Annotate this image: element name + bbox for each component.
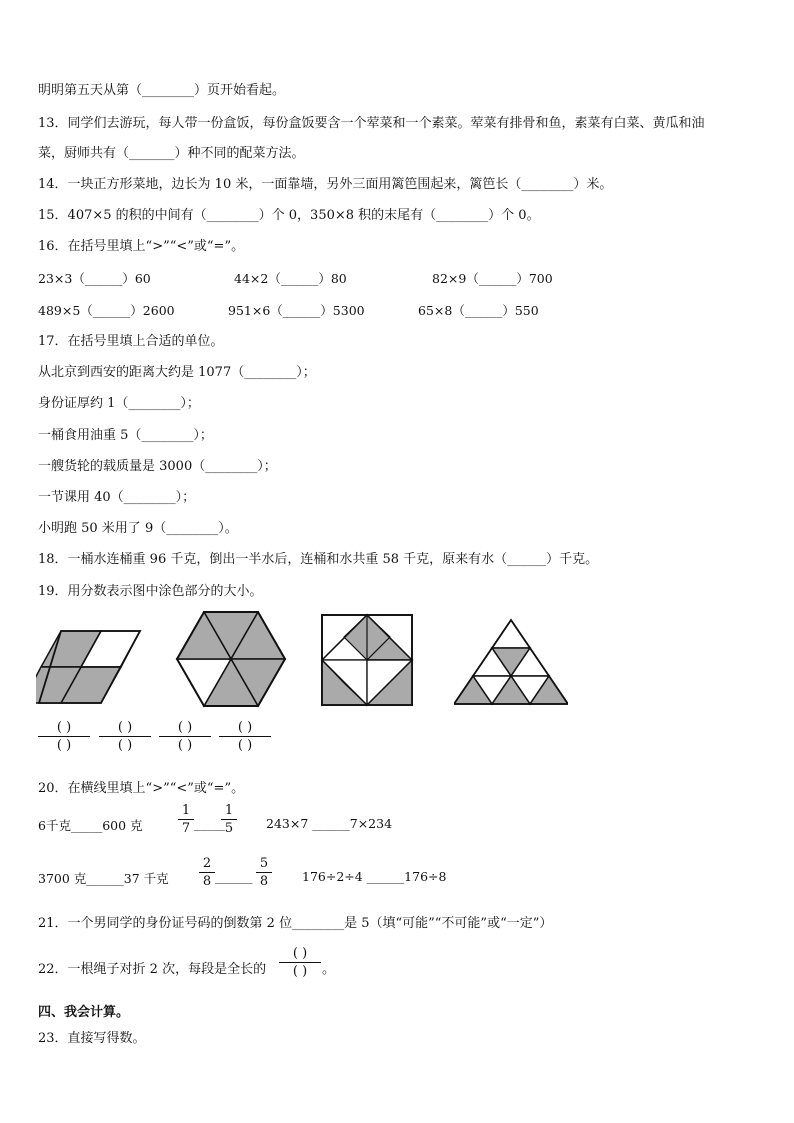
q16-item: 65×8（______）550 bbox=[418, 303, 539, 318]
question-22 bbox=[38, 961, 266, 979]
q16-item: 44×2（______）80 bbox=[234, 271, 347, 286]
q16-item: 951×6（______）5300 bbox=[228, 303, 365, 318]
question-20: 20．在横线里填上“>”“<”或“=”。 bbox=[38, 781, 245, 796]
question-16: 16．在括号里填上“>”“<”或“=”。 bbox=[38, 239, 245, 254]
q20-item: 243×7 ______7×234 bbox=[266, 816, 393, 831]
q17-item: 一节课用 40（________）； bbox=[38, 490, 196, 505]
comparison-blank[interactable]: _____ bbox=[194, 816, 226, 831]
q16-item: 23×3（______）60 bbox=[38, 271, 151, 286]
question-14: 14．一块正方形菜地，边长为 10 米，一面靠墙，另外三面用篱笆围起来，篱笆长（________）米。 bbox=[38, 177, 613, 192]
q20-item: 176÷2÷4 ______176÷8 bbox=[302, 869, 447, 884]
fraction-blank[interactable]: ( ) ( ) bbox=[38, 720, 90, 753]
question-18: 18．一桶水连桶重 96 千克，倒出一半水后，连桶和水共重 58 千克，原来有水（______）千克。 bbox=[38, 552, 599, 567]
square-figure bbox=[320, 613, 416, 707]
question-19: 19．用分数表示图中涂色部分的大小。 bbox=[38, 584, 263, 599]
fraction: 1 7 bbox=[178, 803, 194, 836]
q20-item: 3700 克______37 千克 bbox=[38, 871, 169, 886]
question-13-line2: 菜，厨师共有（_______）种不同的配菜方法。 bbox=[38, 146, 305, 161]
question-23: 23．直接写得数。 bbox=[38, 1031, 146, 1046]
section-heading: 四、我会计算。 bbox=[38, 1005, 130, 1020]
comparison-blank[interactable]: ______ bbox=[215, 869, 253, 884]
fraction-blank[interactable]: ( ) ( ) bbox=[219, 720, 271, 753]
question-22-end: 。 bbox=[322, 962, 336, 977]
question-13-line1: 13．同学们去游玩，每人带一份盒饭，每份盒饭要含一个荤菜和一个素菜。荤菜有排骨和鱼，素菜有白菜、黄瓜和油 bbox=[38, 116, 705, 131]
fraction-blank[interactable]: ( ) ( ) bbox=[99, 720, 151, 753]
question-21: 21．一个男同学的身份证号码的倒数第 2 位________是 5（填“可能”“不可能”或“一定”） bbox=[38, 916, 553, 931]
fraction-blank[interactable]: ( ) ( ) bbox=[159, 720, 211, 753]
parallelogram-outline bbox=[36, 626, 144, 708]
fraction: 2 8 bbox=[199, 856, 215, 889]
q20-item: 6千克_____600 克 bbox=[38, 818, 143, 833]
q17-item: 从北京到西安的距离大约是 1077（________）； bbox=[38, 365, 316, 380]
fraction: 5 8 bbox=[256, 856, 272, 889]
fraction: 1 5 bbox=[221, 803, 237, 836]
line-continuation: 明明第五天从第（________）页开始看起。 bbox=[38, 83, 286, 98]
q17-item: 身份证厚约 1（________）； bbox=[38, 396, 200, 411]
question-15: 15．407×5 的积的中间有（________）个 0，350×8 积的末尾有（________）个 0。 bbox=[38, 208, 540, 223]
question-22-text: 22．一根绳子对折 2 次，每段是全长的 bbox=[38, 962, 267, 977]
q16-item: 82×9（______）700 bbox=[432, 271, 553, 286]
fraction-blank[interactable]: ( ) ( ) bbox=[279, 946, 321, 979]
q17-item: 一艘货轮的载质量是 3000（________）； bbox=[38, 459, 277, 474]
triangle-figure bbox=[454, 617, 568, 709]
q17-item: 小明跑 50 米用了 9（________）。 bbox=[38, 521, 238, 536]
hexagon-figure bbox=[174, 609, 288, 709]
question-17: 17．在括号里填上合适的单位。 bbox=[38, 334, 224, 349]
q17-item: 一桶食用油重 5（________）； bbox=[38, 428, 213, 443]
q16-item: 489×5（______）2600 bbox=[38, 303, 175, 318]
